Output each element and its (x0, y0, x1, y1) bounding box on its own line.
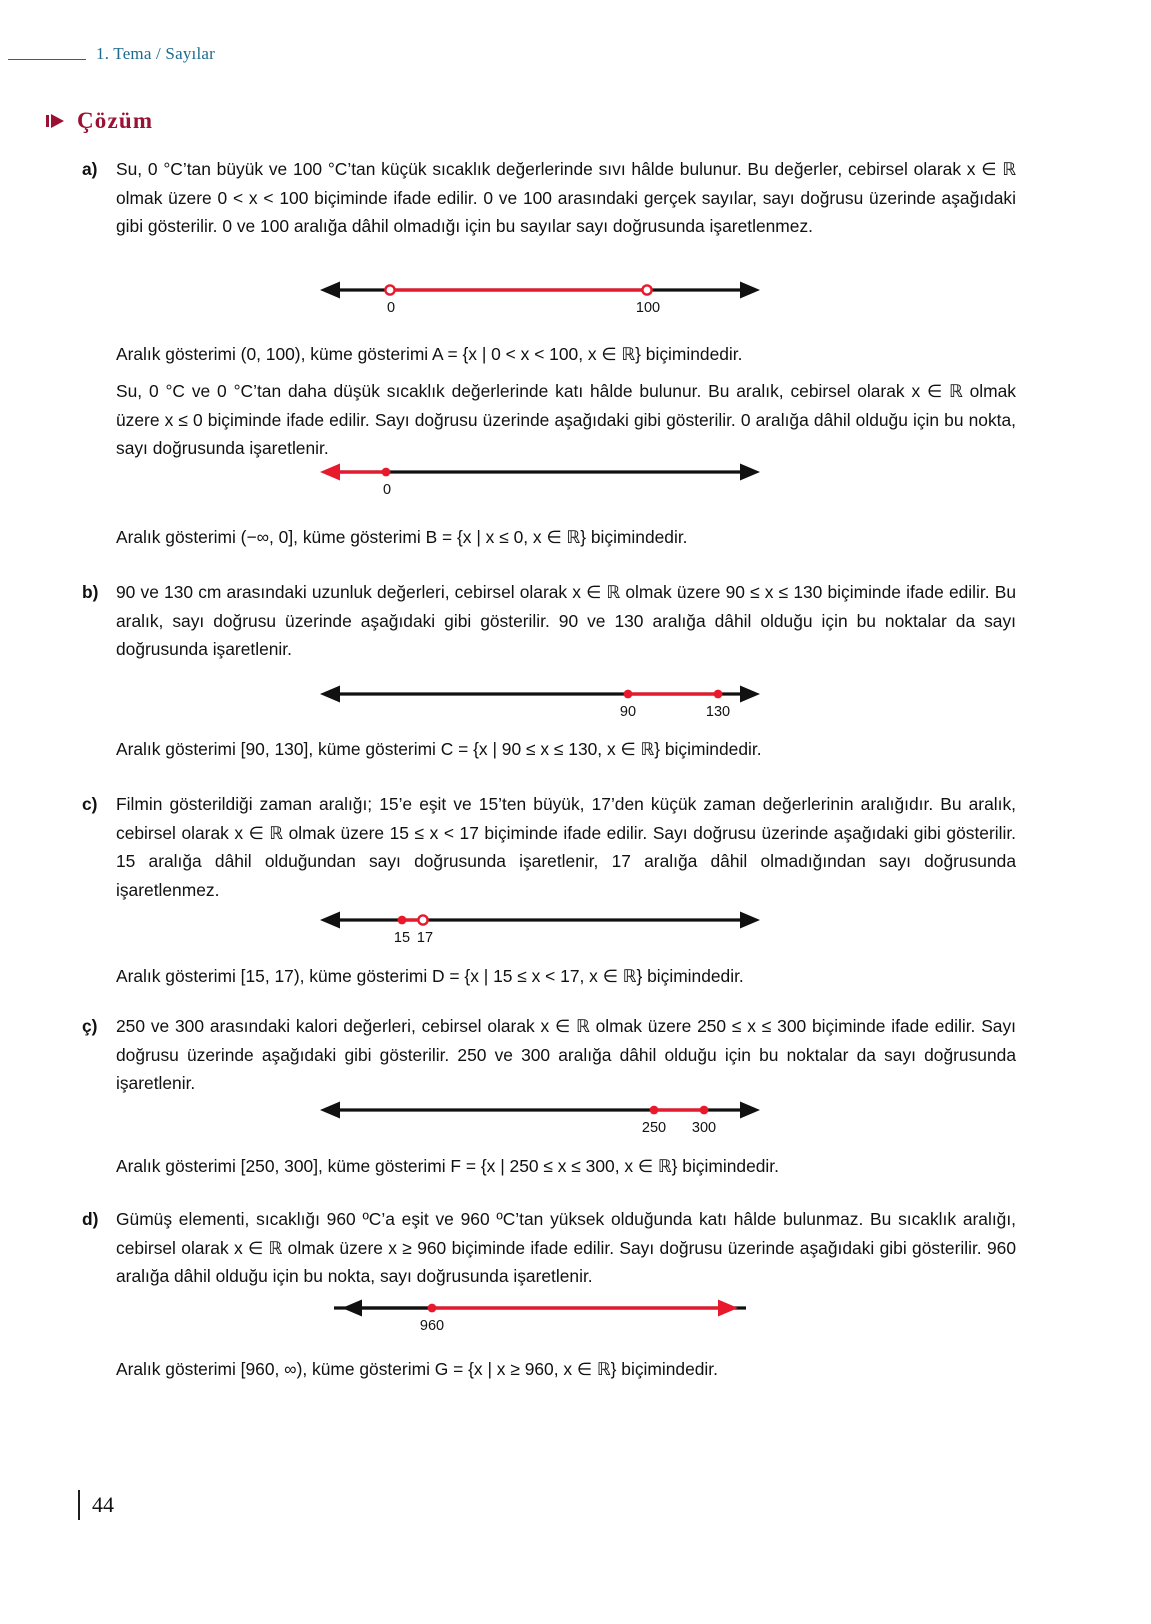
numberline-a1 (320, 278, 760, 324)
item-label-b: b) (82, 582, 99, 602)
numberline-a1-tick-100: 100 (635, 300, 661, 316)
item-c-paragraph-1: Filmin gösterildiği zaman aralığı; 15’e eşit ve 15’ten büyük, 17’den küçük zaman değerlerinin aralığıdır. Bu aralık, cebirsel olarak x ∈ ℝ olmak üzere 15 ≤ x < 17 biçiminde ifade edilir. Sayı doğrusu üzerinde aşağıdaki gibi gösterilir. 15 aralığa dâhil olduğundan sayı doğrusunda işaretlenir, 17 aralığa dâhil olmadığından sayı doğrusunda işaretlenmez. (116, 794, 1016, 900)
numberline-cc-tick-250: 250 (641, 1120, 667, 1136)
header-rule (8, 59, 86, 60)
footer-rule (78, 1490, 80, 1520)
item-a-paragraph-4: Aralık gösterimi (−∞, 0], küme gösterimi B = {x | x ≤ 0, x ∈ ℝ} biçimindedir. (116, 527, 688, 547)
item-cc-paragraph-1: 250 ve 300 arasındaki kalori değerleri, cebirsel olarak x ∈ ℝ olmak üzere 250 ≤ x ≤ 300 biçiminde ifade edilir. Sayı doğrusu üzerinde aşağıdaki gibi gösterilir. 250 ve 300 aralığa dâhil olduğu için bu noktalar da sayı doğrusunda işaretlenir. (116, 1016, 1016, 1094)
item-label-cc: ç) (82, 1016, 98, 1036)
item-d-paragraph-2: Aralık gösterimi [960, ∞), küme gösterimi G = {x | x ≥ 960, x ∈ ℝ} biçimindedir. (116, 1359, 718, 1379)
page-number: 44 (92, 1492, 114, 1517)
item-label-d: d) (82, 1209, 99, 1229)
triangle-right-icon (46, 112, 66, 130)
item-a-paragraph-1: Su, 0 °C’tan büyük ve 100 °C’tan küçük sıcaklık değerlerinde sıvı hâlde bulunur. Bu değerler, cebirsel olarak x ∈ ℝ olmak üzere 0 < x < 100 biçiminde ifade edilir. 0 ve 100 arasındaki gerçek sayılar, sayı doğrusu üzerinde aşağıdaki gibi gösterilir. 0 ve 100 aralığa dâhil olmadığı için bu sayılar sayı doğrusunda işaretlenmez. (116, 159, 1016, 237)
page-header (0, 44, 1151, 74)
numberline-c (320, 908, 760, 954)
numberline-d (320, 1296, 760, 1342)
numberline-c-tick-17: 17 (416, 930, 434, 946)
item-d-paragraph-1: Gümüş elementi, sıcaklığı 960 ºC’a eşit ve 960 ºC’tan yüksek olduğunda katı hâlde bulunmaz. Bu sıcaklık aralığı, cebirsel olarak x ∈ ℝ olmak üzere x ≥ 960 biçiminde ifade edilir. Sayı doğrusu üzerinde aşağıdaki gibi gösterilir. 960 aralığa dâhil olduğu için bu nokta, sayı doğrusunda işaretlenir. (116, 1209, 1016, 1287)
solution-title: Çözüm (77, 108, 154, 133)
numberline-a2 (320, 460, 760, 506)
item-a-paragraph-3: Su, 0 °C ve 0 °C’tan daha düşük sıcaklık değerlerinde katı hâlde bulunur. Bu aralık, cebirsel olarak x ∈ ℝ olmak üzere x ≤ 0 biçiminde ifade edilir. Sayı doğrusu üzerinde aşağıdaki gibi gösterilir. 0 aralığa dâhil olduğu için bu nokta, sayı doğrusunda işaretlenir. (116, 381, 1016, 459)
numberline-b-tick-130: 130 (705, 704, 731, 720)
item-b-paragraph-2: Aralık gösterimi [90, 130], küme gösterimi C = {x | 90 ≤ x ≤ 130, x ∈ ℝ} biçimindedir. (116, 739, 762, 759)
numberline-cc (320, 1098, 760, 1144)
item-label-c: c) (82, 794, 98, 814)
numberline-b-tick-90: 90 (619, 704, 637, 720)
numberline-a1-tick-0: 0 (386, 300, 396, 316)
breadcrumb: 1. Tema / Sayılar (96, 44, 215, 63)
item-b-paragraph-1: 90 ve 130 cm arasındaki uzunluk değerleri, cebirsel olarak x ∈ ℝ olmak üzere 90 ≤ x ≤ 130 biçiminde ifade edilir. Bu aralık, sayı doğrusu üzerinde aşağıdaki gibi gösterilir. 90 ve 130 aralığa dâhil olduğu için bu noktalar da sayı doğrusunda işaretlenir. (116, 582, 1016, 660)
numberline-cc-tick-300: 300 (691, 1120, 717, 1136)
numberline-d-tick-960: 960 (419, 1318, 445, 1334)
page-footer (78, 1490, 114, 1520)
item-c-paragraph-2: Aralık gösterimi [15, 17), küme gösterimi D = {x | 15 ≤ x < 17, x ∈ ℝ} biçimindedir. (116, 966, 744, 986)
numberline-b (320, 682, 760, 728)
item-label-a: a) (82, 159, 98, 179)
solution-heading (46, 108, 153, 134)
item-a-paragraph-2: Aralık gösterimi (0, 100), küme gösterimi A = {x | 0 < x < 100, x ∈ ℝ} biçimindedir. (116, 344, 743, 364)
numberline-c-tick-15: 15 (393, 930, 411, 946)
item-cc-paragraph-2: Aralık gösterimi [250, 300], küme gösterimi F = {x | 250 ≤ x ≤ 300, x ∈ ℝ} biçimindedir. (116, 1156, 779, 1176)
numberline-a2-tick-0: 0 (382, 482, 392, 498)
